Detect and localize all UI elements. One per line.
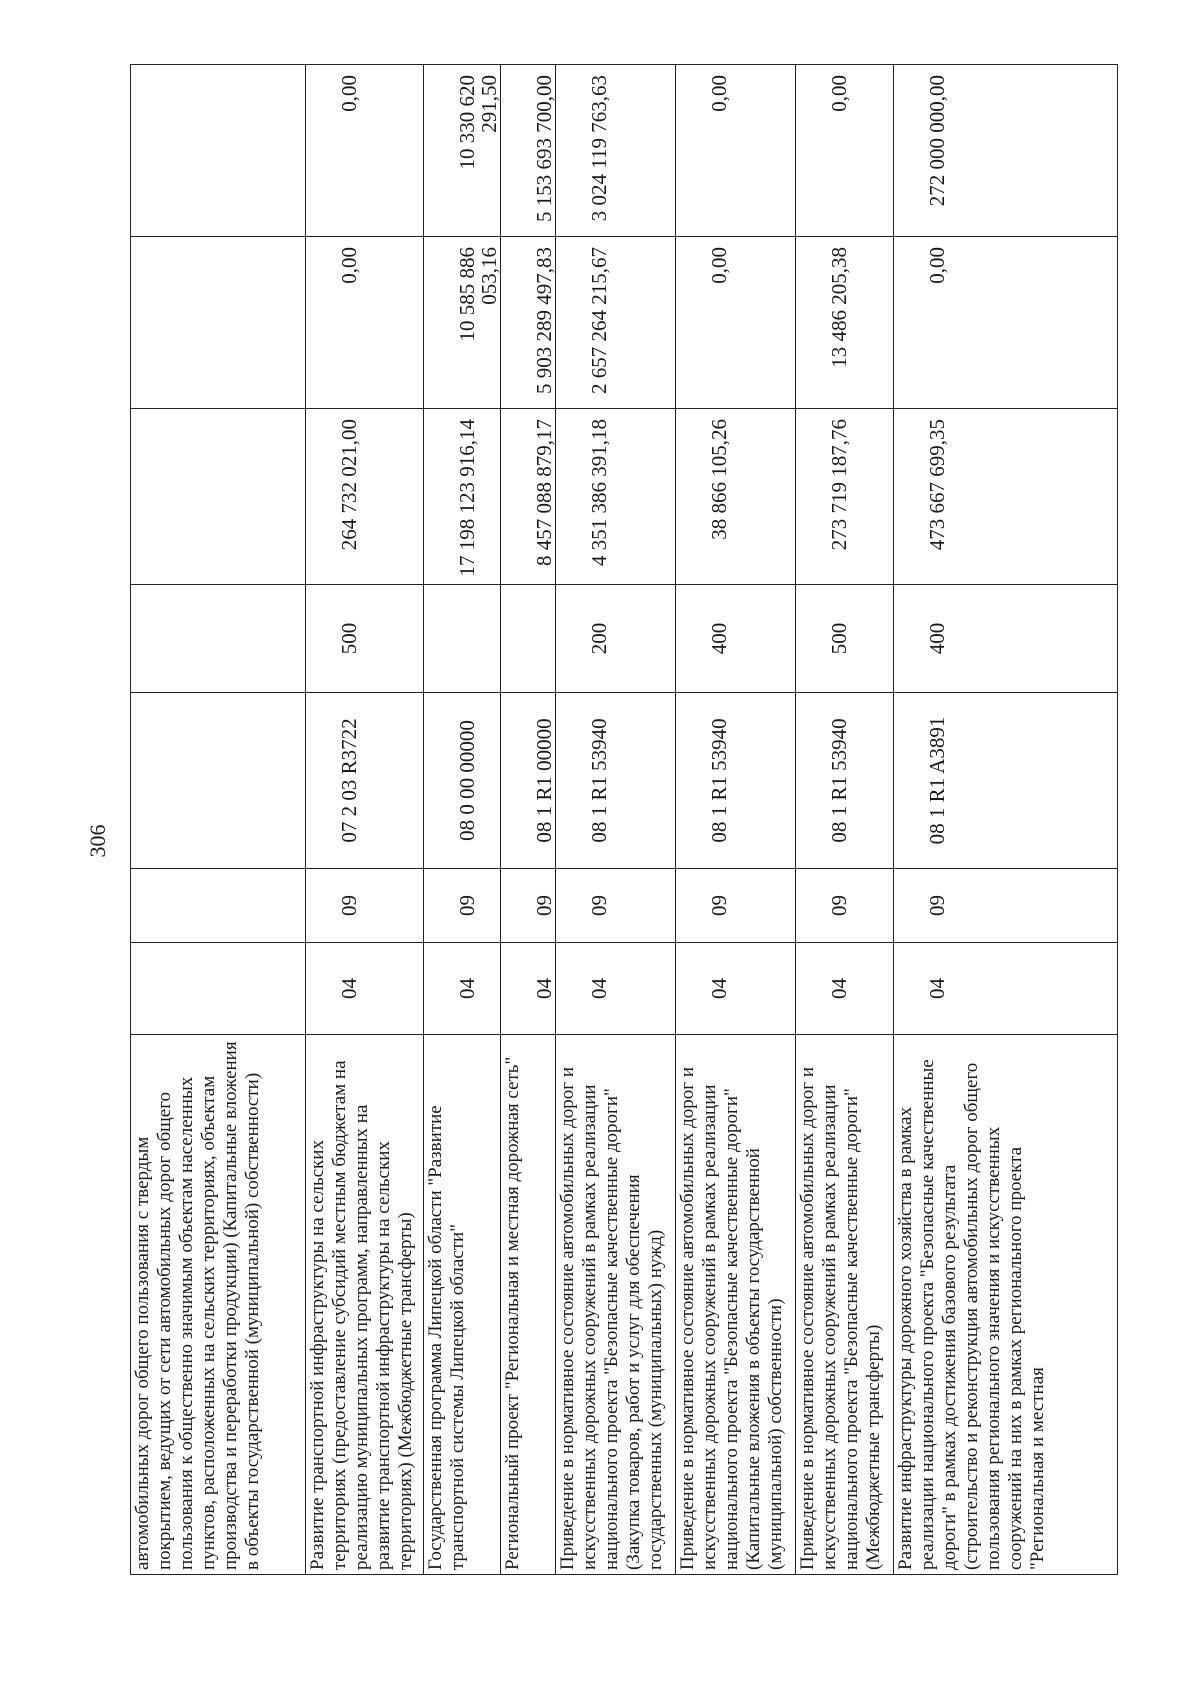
sum-year-3: 0,00 bbox=[306, 65, 424, 237]
row-name: Развитие транспортной инфраструктуры на сельских территориях (предоставление субсидий местным бюджетам на реализацию муниципальных программ, направленных на развитие транспортной инфраструктуры на сельских территориях) (Межбюджетные трансферты) bbox=[306, 1035, 424, 1575]
target-article-code: 08 1 R1 53940 bbox=[796, 693, 894, 869]
target-article-code: 08 1 R1 00000 bbox=[501, 693, 556, 869]
table-row bbox=[306, 65, 424, 1575]
table-row bbox=[131, 65, 306, 1575]
sum-year-2: 0,00 bbox=[894, 237, 1118, 409]
sum-year-1: 273 719 187,76 bbox=[796, 409, 894, 585]
sum-year-1: 473 667 699,35 bbox=[894, 409, 1118, 585]
section-code: 09 bbox=[796, 869, 894, 943]
row-name: Региональный проект "Региональная и местная дорожная сеть" bbox=[501, 1035, 556, 1575]
sum-year-2: 13 486 205,38 bbox=[796, 237, 894, 409]
ministry-code: 04 bbox=[424, 943, 501, 1035]
sum-year-3: 3 024 119 763,63 bbox=[556, 65, 676, 237]
table-row bbox=[501, 65, 556, 1575]
ministry-code bbox=[131, 943, 306, 1035]
section-code: 09 bbox=[306, 869, 424, 943]
expense-kind-code: 400 bbox=[676, 585, 796, 693]
section-code: 09 bbox=[424, 869, 501, 943]
row-name: Приведение в нормативное состояние автомобильных дорог и искусственных дорожных сооружений в рамках реализации национального проекта "Безопасные качественные дороги" (Закупка товаров, работ и услуг для обеспечения государственных (муниципальных) нужд) bbox=[556, 1035, 676, 1575]
sum-year-1: 264 732 021,00 bbox=[306, 409, 424, 585]
budget-table-wrapper bbox=[130, 65, 1085, 1575]
sum-year-3: 0,00 bbox=[796, 65, 894, 237]
expense-kind-code bbox=[131, 585, 306, 693]
table-row bbox=[676, 65, 796, 1575]
section-code: 09 bbox=[501, 869, 556, 943]
section-code bbox=[131, 869, 306, 943]
ministry-code: 04 bbox=[796, 943, 894, 1035]
table-row bbox=[556, 65, 676, 1575]
target-article-code: 08 1 R1 A3891 bbox=[894, 693, 1118, 869]
row-name: автомобильных дорог общего пользования с твердым покрытием, ведущих от сети автомобильных дорог общего пользования к общественно значимым объектам населенных пунктов, расположенных на сельских территориях, объектам производства и переработки продукции) (Капитальные вложения в объекты государственной (муниципальной) собственности) bbox=[131, 1035, 306, 1575]
sum-year-1 bbox=[131, 409, 306, 585]
sum-year-1: 8 457 088 879,17 bbox=[501, 409, 556, 585]
sum-year-2: 10 585 886 053,16 bbox=[424, 237, 501, 409]
row-name: Развитие инфраструктуры дорожного хозяйства в рамках реализации национального проекта "Безопасные качественные дороги" в рамках достижения базового результата (строительство и реконструкция автомобильных дорог общего пользования регионального значения и искусственных сооружений на них в рамках регионального проекта "Региональная и местная bbox=[894, 1035, 1118, 1575]
row-name: Приведение в нормативное состояние автомобильных дорог и искусственных дорожных сооружений в рамках реализации национального проекта "Безопасные качественные дороги" (Межбюджетные трансферты) bbox=[796, 1035, 894, 1575]
sum-year-2: 0,00 bbox=[676, 237, 796, 409]
sum-year-3: 10 330 620 291,50 bbox=[424, 65, 501, 237]
expense-kind-code bbox=[501, 585, 556, 693]
ministry-code: 04 bbox=[676, 943, 796, 1035]
target-article-code bbox=[131, 693, 306, 869]
section-code: 09 bbox=[894, 869, 1118, 943]
target-article-code: 07 2 03 R3722 bbox=[306, 693, 424, 869]
table-row bbox=[796, 65, 894, 1575]
sum-year-2: 0,00 bbox=[306, 237, 424, 409]
row-name: Государственная программа Липецкой области "Развитие транспортной системы Липецкой области" bbox=[424, 1035, 501, 1575]
ministry-code: 04 bbox=[556, 943, 676, 1035]
sum-year-1: 17 198 123 916,14 bbox=[424, 409, 501, 585]
sum-year-3: 272 000 000,00 bbox=[894, 65, 1118, 237]
table-row bbox=[894, 65, 1118, 1575]
budget-table bbox=[130, 64, 1118, 1575]
row-name: Приведение в нормативное состояние автомобильных дорог и искусственных дорожных сооружений в рамках реализации национального проекта "Безопасные качественные дороги" (Капитальные вложения в объекты государственной (муниципальной) собственности) bbox=[676, 1035, 796, 1575]
sum-year-2: 5 903 289 497,83 bbox=[501, 237, 556, 409]
sum-year-1: 38 866 105,26 bbox=[676, 409, 796, 585]
expense-kind-code: 500 bbox=[306, 585, 424, 693]
sum-year-2 bbox=[131, 237, 306, 409]
ministry-code: 04 bbox=[501, 943, 556, 1035]
sum-year-3: 5 153 693 700,00 bbox=[501, 65, 556, 237]
section-code: 09 bbox=[556, 869, 676, 943]
table-row bbox=[424, 65, 501, 1575]
target-article-code: 08 1 R1 53940 bbox=[556, 693, 676, 869]
sum-year-3 bbox=[131, 65, 306, 237]
page-number: 306 bbox=[85, 824, 110, 858]
ministry-code: 04 bbox=[306, 943, 424, 1035]
expense-kind-code: 500 bbox=[796, 585, 894, 693]
sum-year-1: 4 351 386 391,18 bbox=[556, 409, 676, 585]
sum-year-3: 0,00 bbox=[676, 65, 796, 237]
target-article-code: 08 0 00 00000 bbox=[424, 693, 501, 869]
section-code: 09 bbox=[676, 869, 796, 943]
ministry-code: 04 bbox=[894, 943, 1118, 1035]
target-article-code: 08 1 R1 53940 bbox=[676, 693, 796, 869]
expense-kind-code bbox=[424, 585, 501, 693]
expense-kind-code: 200 bbox=[556, 585, 676, 693]
expense-kind-code: 400 bbox=[894, 585, 1118, 693]
sum-year-2: 2 657 264 215,67 bbox=[556, 237, 676, 409]
